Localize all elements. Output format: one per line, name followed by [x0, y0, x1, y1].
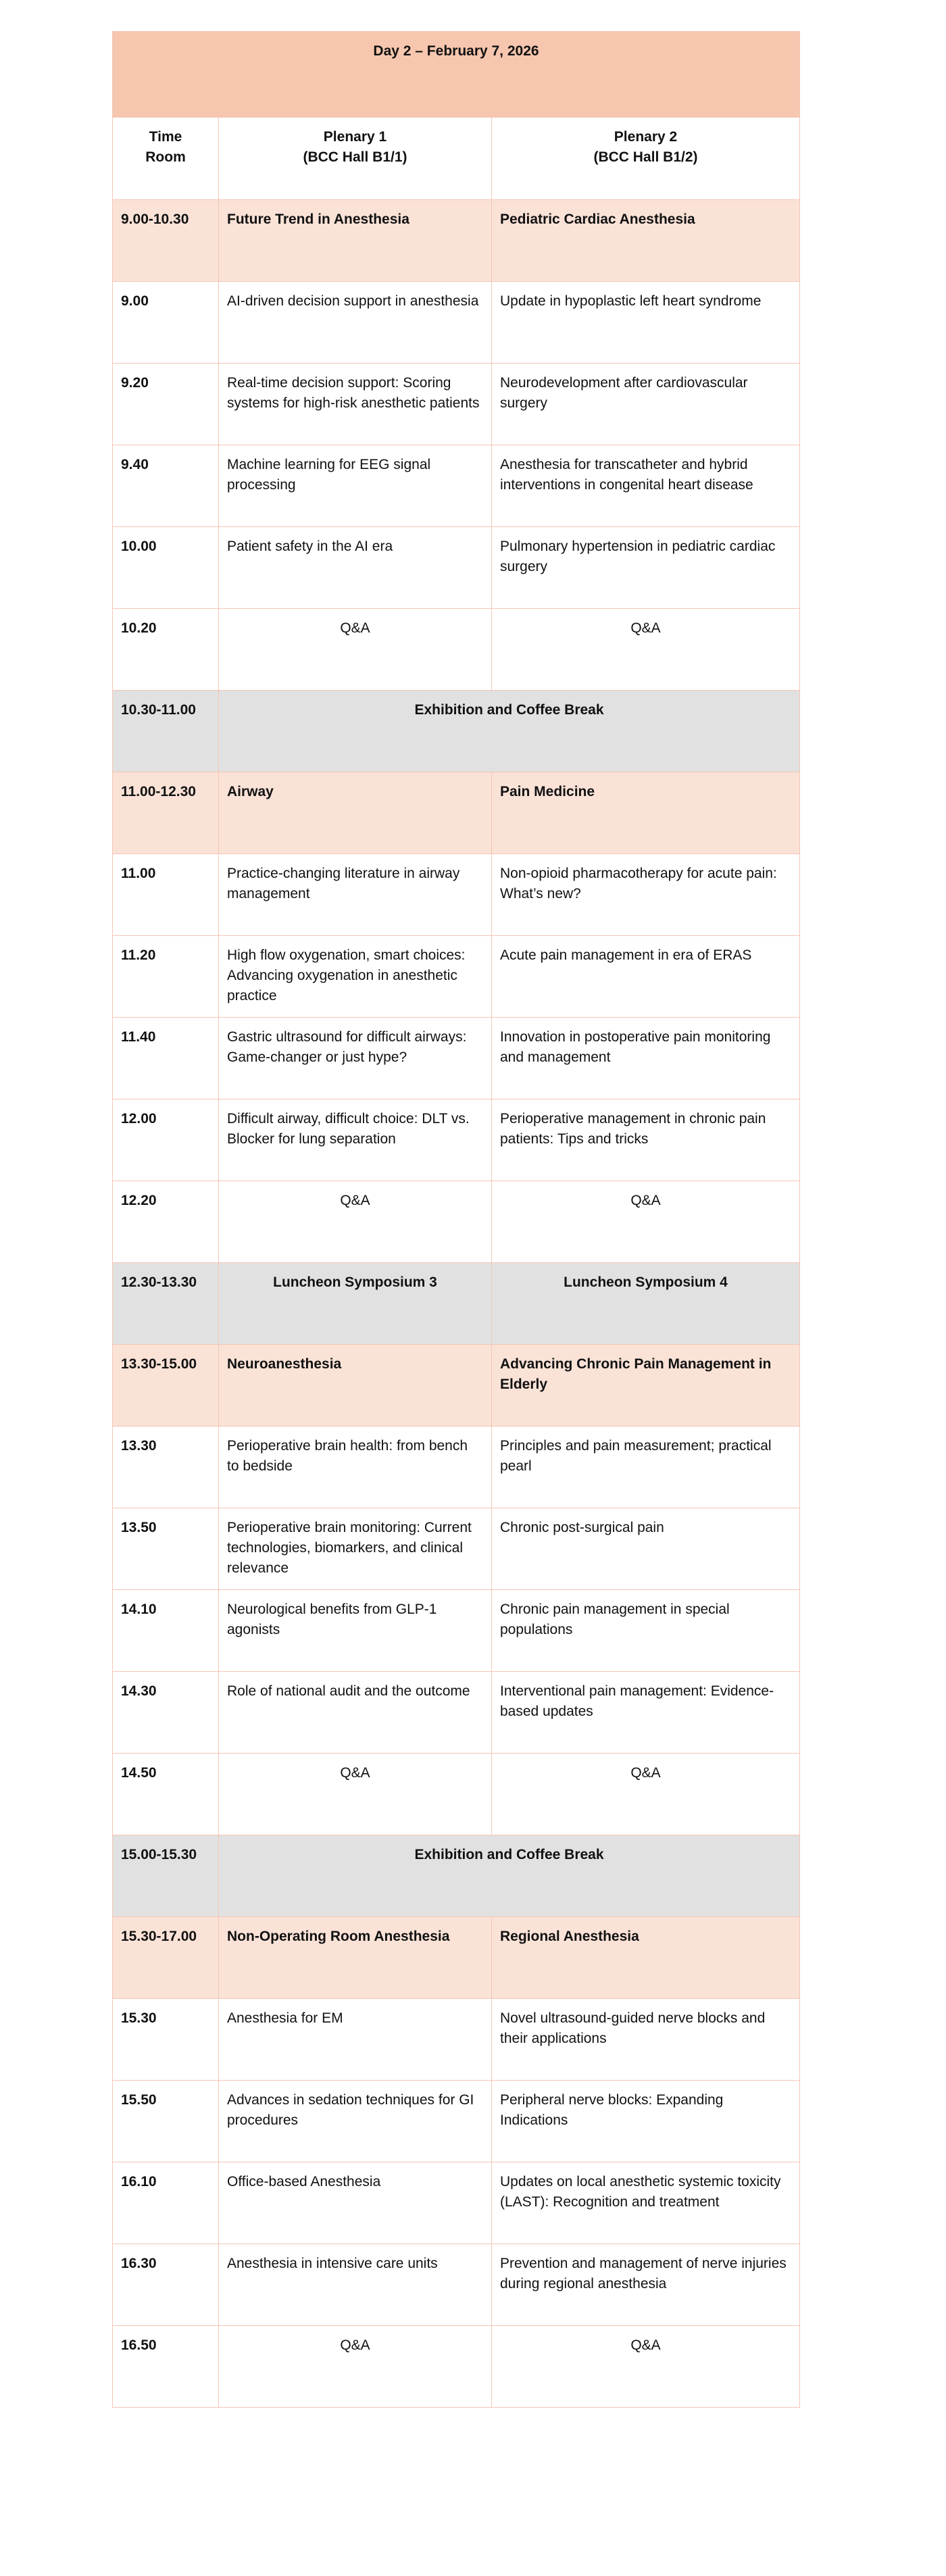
talk-row [113, 1590, 800, 1672]
talk-row [113, 2162, 800, 2244]
talk-row [113, 1099, 800, 1181]
talk-row [113, 2244, 800, 2326]
talk-plenary-1: Perioperative brain health: from bench to bedside [219, 1427, 492, 1508]
qa-row [113, 1181, 800, 1263]
schedule-table [112, 31, 800, 2408]
talk-row [113, 2081, 800, 2162]
qa-row [113, 609, 800, 691]
talk-time: 11.20 [113, 936, 219, 1018]
talk-plenary-1: Perioperative brain monitoring: Current technologies, biomarkers, and clinical relevance [219, 1508, 492, 1590]
header-plenary-1 [219, 118, 492, 200]
talk-time: 16.30 [113, 2244, 219, 2326]
plenary-1-name: Plenary 1 [323, 129, 387, 145]
talk-plenary-1: AI-driven decision support in anesthesia [219, 282, 492, 364]
talk-plenary-1: Office-based Anesthesia [219, 2162, 492, 2244]
talk-row [113, 1672, 800, 1754]
break-time: 15.00-15.30 [113, 1835, 219, 1917]
qa-plenary-2: Q&A [492, 609, 800, 691]
session-row [113, 200, 800, 282]
talk-plenary-2: Updates on local anesthetic systemic toxicity (LAST): Recognition and treatment [492, 2162, 800, 2244]
talk-plenary-1: Role of national audit and the outcome [219, 1672, 492, 1754]
talk-plenary-2: Novel ultrasound-guided nerve blocks and their applications [492, 1999, 800, 2081]
session-title-plenary-2: Pediatric Cardiac Anesthesia [492, 200, 800, 282]
luncheon-row [113, 1263, 800, 1345]
talk-row [113, 1018, 800, 1099]
talk-time: 13.30 [113, 1427, 219, 1508]
talk-plenary-1: Practice-changing literature in airway management [219, 854, 492, 936]
talk-plenary-2: Chronic post-surgical pain [492, 1508, 800, 1590]
talk-plenary-2: Update in hypoplastic left heart syndrome [492, 282, 800, 364]
talk-row [113, 1427, 800, 1508]
header-plenary-2 [492, 118, 800, 200]
qa-plenary-1: Q&A [219, 609, 492, 691]
talk-row [113, 854, 800, 936]
talk-time: 15.50 [113, 2081, 219, 2162]
qa-plenary-1: Q&A [219, 2326, 492, 2408]
talk-plenary-1: Anesthesia in intensive care units [219, 2244, 492, 2326]
session-title-plenary-1: Future Trend in Anesthesia [219, 200, 492, 282]
talk-time: 11.00 [113, 854, 219, 936]
break-time: 10.30-11.00 [113, 691, 219, 772]
talk-plenary-2: Innovation in postoperative pain monitoring and management [492, 1018, 800, 1099]
talk-plenary-2: Peripheral nerve blocks: Expanding Indications [492, 2081, 800, 2162]
talk-time: 14.30 [113, 1672, 219, 1754]
talk-row [113, 1508, 800, 1590]
qa-row [113, 2326, 800, 2408]
talk-plenary-2: Prevention and management of nerve injuries during regional anesthesia [492, 2244, 800, 2326]
day-title: Day 2 – February 7, 2026 [113, 32, 800, 118]
break-label: Exhibition and Coffee Break [219, 691, 800, 772]
break-label: Exhibition and Coffee Break [219, 1835, 800, 1917]
talk-row [113, 936, 800, 1018]
session-title-plenary-2: Advancing Chronic Pain Management in Elderly [492, 1345, 800, 1427]
qa-plenary-2: Q&A [492, 2326, 800, 2408]
qa-plenary-1: Q&A [219, 1754, 492, 1835]
qa-plenary-2: Q&A [492, 1754, 800, 1835]
talk-row [113, 527, 800, 609]
talk-plenary-2: Interventional pain management: Evidence-based updates [492, 1672, 800, 1754]
talk-time: 11.40 [113, 1018, 219, 1099]
talk-time: 15.30 [113, 1999, 219, 2081]
title-row [113, 32, 800, 118]
talk-plenary-2: Acute pain management in era of ERAS [492, 936, 800, 1018]
session-row [113, 1917, 800, 1999]
talk-row [113, 1999, 800, 2081]
talk-time: 14.10 [113, 1590, 219, 1672]
talk-plenary-2: Non-opioid pharmacotherapy for acute pain: What’s new? [492, 854, 800, 936]
talk-plenary-1: High flow oxygenation, smart choices: Advancing oxygenation in anesthetic practice [219, 936, 492, 1018]
luncheon-plenary-2: Luncheon Symposium 4 [492, 1263, 800, 1345]
plenary-2-room: (BCC Hall B1/2) [593, 149, 698, 165]
session-title-plenary-1: Non-Operating Room Anesthesia [219, 1917, 492, 1999]
session-title-plenary-1: Airway [219, 772, 492, 854]
talk-time: 13.50 [113, 1508, 219, 1590]
talk-plenary-1: Advances in sedation techniques for GI procedures [219, 2081, 492, 2162]
qa-time: 10.20 [113, 609, 219, 691]
talk-row [113, 364, 800, 445]
talk-time: 9.40 [113, 445, 219, 527]
talk-plenary-2: Neurodevelopment after cardiovascular surgery [492, 364, 800, 445]
talk-plenary-2: Pulmonary hypertension in pediatric cardiac surgery [492, 527, 800, 609]
session-time: 9.00-10.30 [113, 200, 219, 282]
session-row [113, 772, 800, 854]
luncheon-plenary-1: Luncheon Symposium 3 [219, 1263, 492, 1345]
header-row [113, 118, 800, 200]
talk-row [113, 282, 800, 364]
talk-time: 9.20 [113, 364, 219, 445]
luncheon-time: 12.30-13.30 [113, 1263, 219, 1345]
qa-time: 12.20 [113, 1181, 219, 1263]
talk-plenary-1: Patient safety in the AI era [219, 527, 492, 609]
plenary-2-name: Plenary 2 [614, 129, 678, 145]
talk-time: 10.00 [113, 527, 219, 609]
session-title-plenary-1: Neuroanesthesia [219, 1345, 492, 1427]
talk-plenary-2: Perioperative management in chronic pain patients: Tips and tricks [492, 1099, 800, 1181]
header-time-label: Time [149, 129, 182, 145]
qa-plenary-2: Q&A [492, 1181, 800, 1263]
talk-plenary-1: Real-time decision support: Scoring systems for high-risk anesthetic patients [219, 364, 492, 445]
qa-time: 14.50 [113, 1754, 219, 1835]
talk-plenary-1: Gastric ultrasound for difficult airways: Game-changer or just hype? [219, 1018, 492, 1099]
session-title-plenary-2: Regional Anesthesia [492, 1917, 800, 1999]
session-time: 15.30-17.00 [113, 1917, 219, 1999]
talk-time: 12.00 [113, 1099, 219, 1181]
break-row [113, 1835, 800, 1917]
talk-time: 16.10 [113, 2162, 219, 2244]
talk-plenary-2: Principles and pain measurement; practical pearl [492, 1427, 800, 1508]
talk-plenary-1: Neurological benefits from GLP-1 agonists [219, 1590, 492, 1672]
talk-row [113, 445, 800, 527]
talk-plenary-2: Chronic pain management in special populations [492, 1590, 800, 1672]
talk-plenary-1: Machine learning for EEG signal processing [219, 445, 492, 527]
talk-time: 9.00 [113, 282, 219, 364]
talk-plenary-1: Anesthesia for EM [219, 1999, 492, 2081]
session-title-plenary-2: Pain Medicine [492, 772, 800, 854]
qa-row [113, 1754, 800, 1835]
break-row [113, 691, 800, 772]
qa-plenary-1: Q&A [219, 1181, 492, 1263]
header-time-room [113, 118, 219, 200]
session-time: 11.00-12.30 [113, 772, 219, 854]
header-room-label: Room [145, 149, 186, 165]
session-time: 13.30-15.00 [113, 1345, 219, 1427]
talk-plenary-2: Anesthesia for transcatheter and hybrid interventions in congenital heart disease [492, 445, 800, 527]
session-row [113, 1345, 800, 1427]
plenary-1-room: (BCC Hall B1/1) [303, 149, 407, 165]
qa-time: 16.50 [113, 2326, 219, 2408]
talk-plenary-1: Difficult airway, difficult choice: DLT vs. Blocker for lung separation [219, 1099, 492, 1181]
